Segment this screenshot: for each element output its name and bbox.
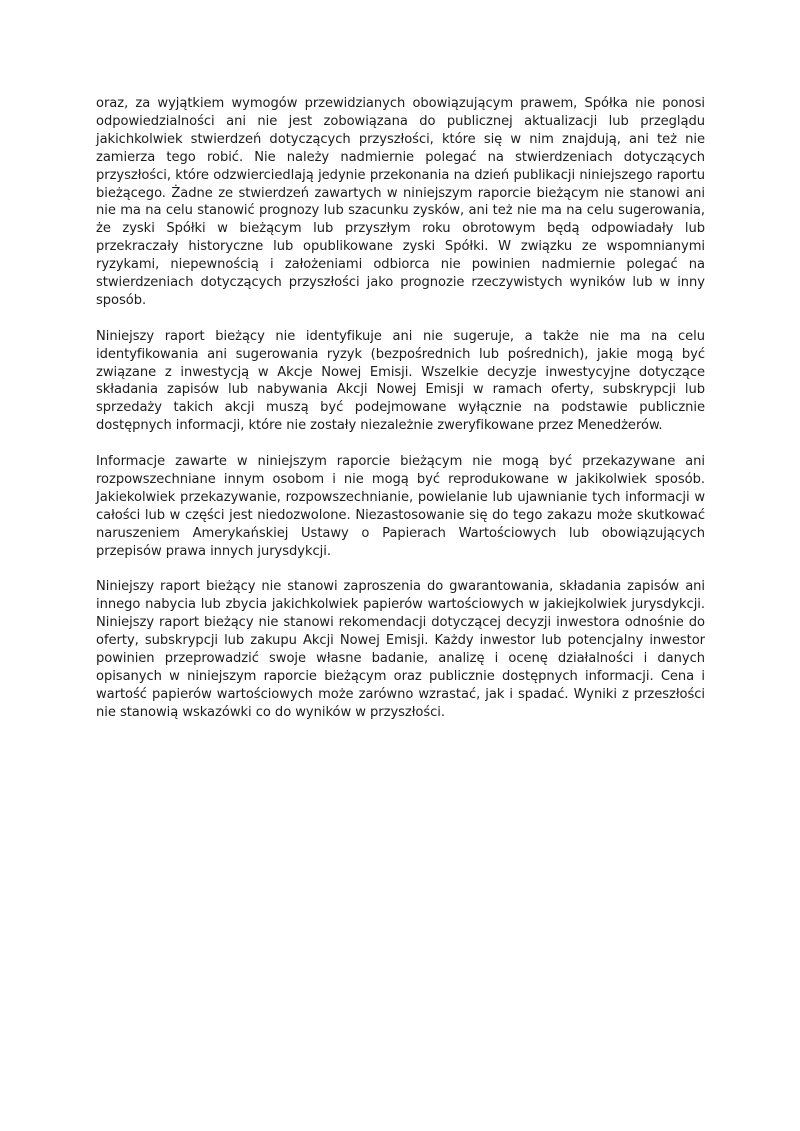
paragraph-distribution-restriction: Informacje zawarte w niniejszym raporcie bieżącym nie mogą być przekazywane ani rozpowszechniane innym osobom i nie mogą być reprodukowane w jakikolwiek sposób. Jakiekolwiek przekazywanie, rozpowszechnianie, powielanie lub ujawnianie tych informacji w całości lub w części jest niedozwolone. Niezastosowanie się do tego zakazu może skutkować naruszeniem Amerykańskiej Ustawy o Papierach Wartościowych lub obowiązujących przepisów prawa innych jurysdykcji. (96, 454, 705, 559)
paragraph-no-offer: Niniejszy raport bieżący nie stanowi zaproszenia do gwarantowania, składania zapisów ani innego nabycia lub zbycia jakichkolwiek papierów wartościowych w jakiejkolwiek jurysdykcji. Niniejszy raport bieżący nie stanowi rekomendacji dotyczącej decyzji inwestora odnośnie do oferty, subskrypcji lub zakupu Akcji Nowej Emisji. Każdy inwestor lub potencjalny inwestor powinien przeprowadzić swoje własne badanie, analizę i ocenę działalności i danych opisanych w niniejszym raporcie bieżącym oraz publicznie dostępnych informacji. Cena i wartość papierów wartościowych może zarówno wzrastać, jak i spadać. Wyniki z przeszłości nie stanowią wskazówki co do wyników w przyszłości. (96, 579, 705, 720)
document-page (96, 95, 705, 740)
paragraph-risks: Niniejszy raport bieżący nie identyfikuje ani nie sugeruje, a także nie ma na celu identyfikowania ani sugerowania ryzyk (bezpośrednich lub pośrednich), jakie mogą być związane z inwestycją w Akcje Nowej Emisji. Wszelkie decyzje inwestycyjne dotyczące składania zapisów lub nabywania Akcji Nowej Emisji w ramach oferty, subskrypcji lub sprzedaży takich akcji muszą być podejmowane wyłącznie na podstawie publicznie dostępnych informacji, które nie zostały niezależnie zweryfikowane przez Menedżerów. (96, 328, 705, 434)
paragraph-forward-looking-statements: oraz, za wyjątkiem wymogów przewidzianych obowiązującym prawem, Spółka nie ponosi odpowiedzialności ani nie jest zobowiązana do publicznej aktualizacji lub przeglądu jakichkolwiek stwierdzeń dotyczących przyszłości, które się w nim znajdują, ani też nie zamierza tego robić. Nie należy nadmiernie polegać na stwierdzeniach dotyczących przyszłości, które odzwierciedlają jedynie przekonania na dzień publikacji niniejszego raportu bieżącego. Żadne ze stwierdzeń zawartych w niniejszym raporcie bieżącym nie stanowi ani nie ma na celu stanowić prognozy lub szacunku zysków, ani też nie ma na celu sugerowania, że zyski Spółki w bieżącym lub przyszłym roku obrotowym będą odpowiadały lub przekraczały historyczne lub opublikowane zyski Spółki. W związku ze wspomnianymi ryzykami, niepewnością i założeniami odbiorca nie powinien nadmiernie polegać na stwierdzeniach dotyczących przyszłości jako prognozie rzeczywistych wyników lub w inny sposób. (96, 96, 705, 308)
